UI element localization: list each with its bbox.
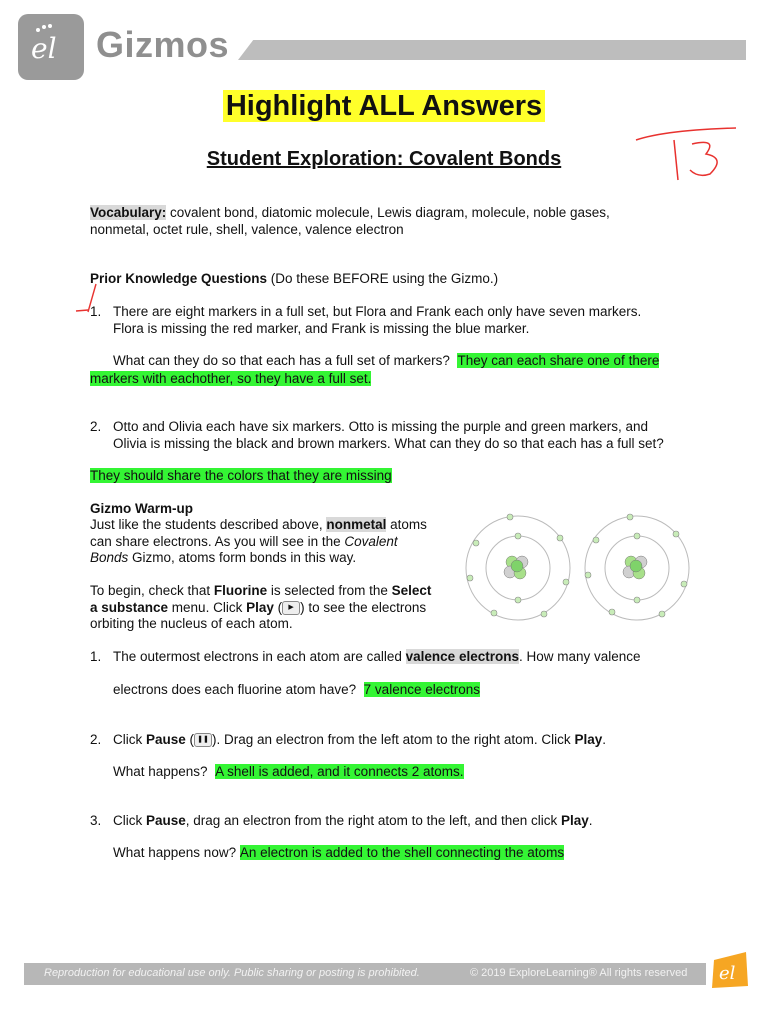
warmup-paragraph-2: To begin, check that Fluorine is selected from the Select a substance menu. Click Play ( ▶ ) to see the electrons orbiting the nucleus of each atom. [90,583,432,631]
question-number: 3. [90,813,102,828]
right-nucleus [623,556,647,579]
answer-1-cont: markers with eachother, so they have a full set. [90,371,372,386]
question-number: 2. [90,732,102,747]
pause-icon: ❚❚ [194,733,212,747]
brand-name: Gizmos [96,24,230,65]
answer-2: They should share the colors that they are missing [90,468,392,483]
warmup-question-1: The outermost electrons in each atom are called valence electrons. How many valence [113,649,641,664]
highlight-title: Highlight ALL Answers [0,90,768,123]
header-bar [238,40,746,60]
warmup-question-1-prompt: electrons does each fluorine atom have? 7 valence electrons [113,682,480,697]
warmup-heading: Gizmo Warm-up [90,501,193,516]
svg-text:el: el [31,32,57,65]
vocabulary: Vocabulary: covalent bond, diatomic molecule, Lewis diagram, molecule, noble gases, nonmetal, octet rule, shell, valence, valence electron [90,205,610,237]
svg-text:el: el [719,963,736,984]
prior-knowledge-heading: Prior Knowledge Questions (Do these BEFORE using the Gizmo.) [90,271,499,286]
question-number: 1. [90,649,102,664]
question-2-text: Otto and Olivia each have six markers. Otto is missing the purple and green markers, and Olivia is missing the black and brown markers. What can they do so that each has a full set? [113,419,664,451]
warmup-question-2-prompt: What happens? A shell is added, and it connects 2 atoms. [113,764,464,779]
page-title: Student Exploration: Covalent Bonds [206,148,562,170]
explorelearning-logo-icon [18,14,84,80]
footer-notice: Reproduction for educational use only. Public sharing or posting is prohibited. [44,967,420,979]
question-number: 1. [90,304,102,319]
answer-w3: An electron is added to the shell connecting the atoms [239,845,565,860]
electrons [467,514,687,617]
question-number: 2. [90,419,102,434]
warmup-paragraph-1: Just like the students described above, nonmetal atoms can share electrons. As you will see in the Covalent Bonds Gizmo, atoms form bonds in this way. [90,517,427,565]
fluorine-atoms-illustration [462,510,702,628]
question-1-prompt: What can they do so that each has a full set of markers? They can each share one of there [113,353,660,368]
warmup-question-3: Click Pause, drag an electron from the right atom to the left, and then click Play. [113,813,593,828]
answer-w2: A shell is added, and it connects 2 atoms. [215,764,464,779]
question-1-text: There are eight markers in a full set, but Flora and Frank each only have seven markers. Flora is missing the red marker, and Frank is missing the blue marker. [113,304,642,336]
answer-1: They can each share one of there [457,353,660,368]
warmup-question-2: Click Pause ( ❚❚ ). Drag an electron from the left atom to the right atom. Click Play. [113,732,606,747]
left-nucleus [504,556,528,579]
play-icon: ▶ [282,601,300,615]
explorelearning-logo-icon [708,948,752,992]
answer-w1: 7 valence electrons [363,682,480,697]
warmup-question-3-prompt: What happens now? An electron is added to the shell connecting the atoms [113,845,565,860]
footer-copyright: © 2019 ExploreLearning® All rights reserved [470,967,688,979]
